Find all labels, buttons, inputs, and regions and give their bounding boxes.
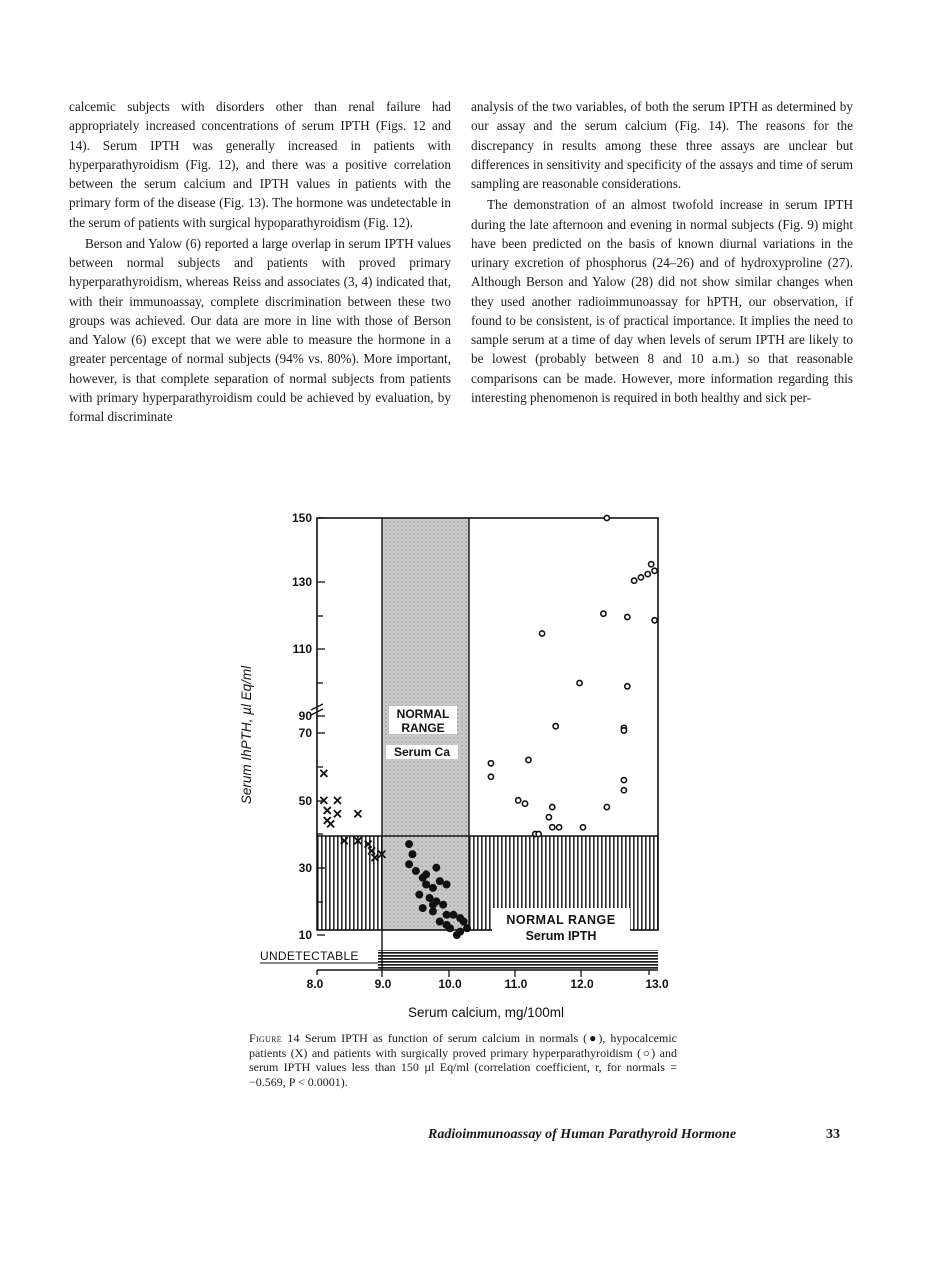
normal-point — [463, 924, 471, 932]
ipth-range-label-line2: Serum IPTH — [525, 929, 597, 943]
hyperparathyroid-point — [539, 631, 544, 636]
x-tick-label: 9.0 — [374, 977, 392, 991]
hyperparathyroid-point — [580, 825, 585, 830]
hyperparathyroid-point — [632, 578, 637, 583]
hyperparathyroid-point — [557, 825, 562, 830]
normal-point — [436, 918, 444, 926]
hyperparathyroid-point — [522, 801, 527, 806]
left-paragraph-2: Berson and Yalow (6) reported a large overlap in serum IPTH values between normal subjects and patients with proved primary hyperparathyroidism, whereas Reiss and associates (3, 4) indicated that, with their immunoassay, complete discrimination between these two groups was achieved. Our data are more in line with those of Berson and Yalow (6) except that we were able to measure the hormone in a greater percentage of normal subjects (94% vs. 80%). More important, however, is that complete separation of normal subjects from patients with primary hyperparathyroidism could be achieved by evaluation, by formal discriminate — [69, 235, 451, 424]
hyperparathyroid-point — [638, 575, 643, 580]
normal-point — [405, 840, 413, 848]
x-axis-label: Serum calcium, mg/100ml — [407, 1005, 565, 1020]
hyperparathyroid-point — [625, 684, 630, 689]
hypocalcemic-point — [327, 820, 334, 827]
figure-14 — [225, 505, 695, 1030]
normal-point — [405, 860, 413, 868]
y-tick-label: 90 — [298, 709, 312, 723]
hyperparathyroid-point — [577, 680, 582, 685]
caption-lead: Figure 14 — [249, 1031, 300, 1045]
hyperparathyroid-point — [550, 804, 555, 809]
normal-point — [415, 891, 423, 899]
running-title: Radioimmunoassay of Human Parathyroid Hormone — [428, 1127, 737, 1142]
x-tick-label: 8.0 — [306, 977, 324, 991]
normal-point — [429, 884, 437, 892]
y-tick-label: 150 — [291, 511, 312, 525]
right-paragraph-1: analysis of the two variables, of both the serum IPTH as determined by our assay and the serum calcium (Fig. 14). The reasons for the discrepancy in results among these three assays are unclear but differences in sensitivity and specificity of the assays and time of serum sampling are reasonable considerations. — [471, 99, 853, 191]
normal-point — [453, 931, 461, 939]
normal-point — [408, 850, 416, 858]
hyperparathyroid-point — [652, 568, 657, 573]
calcium-range-label-line1: NORMAL — [396, 707, 450, 721]
hyperparathyroid-point — [604, 515, 609, 520]
normal-point — [422, 870, 430, 878]
hyperparathyroid-point — [645, 572, 650, 577]
y-tick-label: 30 — [298, 861, 312, 875]
normal-point — [449, 911, 457, 919]
hyperparathyroid-point — [621, 788, 626, 793]
hypocalcemic-point — [320, 797, 327, 804]
figure-caption — [249, 1031, 677, 1089]
normal-point — [432, 864, 440, 872]
hyperparathyroid-point — [621, 778, 626, 783]
scatter-chart — [225, 505, 695, 1030]
x-tick-label: 11.0 — [504, 977, 528, 991]
hypocalcemic-point — [320, 770, 327, 777]
y-tick-label: 50 — [298, 794, 312, 808]
x-tick-label: 13.0 — [645, 977, 669, 991]
x-tick-label: 12.0 — [570, 977, 594, 991]
normal-point — [429, 901, 437, 909]
hypocalcemic-point — [334, 810, 341, 817]
normal-point — [439, 901, 447, 909]
hyperparathyroid-point — [601, 611, 606, 616]
calcium-range-label-line3: Serum Ca — [393, 745, 451, 759]
hyperparathyroid-point — [604, 804, 609, 809]
hypocalcemic-point — [324, 807, 331, 814]
hypocalcemic-point — [334, 797, 341, 804]
ipth-range-label-line1: NORMAL RANGE — [506, 913, 616, 927]
undetectable-band — [378, 950, 658, 970]
normal-point — [422, 881, 430, 889]
normal-point — [412, 867, 420, 875]
y-tick-label: 10 — [298, 928, 312, 942]
hyperparathyroid-point — [652, 618, 657, 623]
hyperparathyroid-point — [488, 774, 493, 779]
calcium-range-label-line2: RANGE — [401, 721, 445, 735]
normal-point — [419, 904, 427, 912]
hyperparathyroid-point — [550, 825, 555, 830]
left-paragraph-1: calcemic subjects with disorders other than renal failure had appropriately increased concentrations of serum IPTH (Figs. 12 and 14). Serum IPTH was generally increased in patients with hyperparathyroidism (Fig. 12), and there was a positive correlation between the serum calcium and IPTH values in patients with the primary form of the disease (Fig. 13). The hormone was undetectable in the serum of patients with surgical hypoparathyroidism (Fig. 12). — [69, 99, 451, 230]
normal-point — [446, 924, 454, 932]
page-number: 33 — [826, 1127, 840, 1142]
hyperparathyroid-point — [625, 614, 630, 619]
x-tick-label: 10.0 — [438, 977, 462, 991]
right-text-column — [471, 97, 853, 407]
hyperparathyroid-point — [546, 815, 551, 820]
hyperparathyroid-point — [516, 798, 521, 803]
x-axis — [307, 970, 669, 991]
normal-point — [436, 877, 444, 885]
ipth-range-label — [492, 908, 630, 943]
left-text-column — [69, 97, 451, 426]
hyperparathyroid-point — [553, 724, 558, 729]
right-paragraph-2: The demonstration of an almost twofold increase in serum IPTH during the late afternoon and evening in normal subjects (Fig. 9) might have been predicted on the basis of known diurnal variations in the urinary excretion of phosphorus (24–26) and of hydroxyproline (27). Although Berson and Yalow (28) did not show similar changes when they used another radioimmunoassay for hPTH, our observation, if found to be consistent, is of practical importance. It implies the need to sample serum at a time of day when levels of serum IPTH are likely to be lowest (probably between 8 and 10 a.m.) so that reasonable comparisons can be made. However, more information regarding this interesting phenomenon is required in both healthy and sick per- — [471, 197, 853, 405]
hyperparathyroid-point — [621, 728, 626, 733]
hyperparathyroid-point — [649, 562, 654, 567]
calcium-range-label — [386, 706, 458, 759]
hyperparathyroid-point — [536, 831, 541, 836]
undetectable-label: UNDETECTABLE — [260, 949, 359, 963]
y-tick-label: 110 — [292, 642, 312, 656]
normal-point — [443, 911, 451, 919]
y-axis-label: Serum IhPTH, µl Eq/ml — [239, 665, 254, 805]
y-tick-label: 70 — [298, 726, 312, 740]
hyperparathyroid-point — [488, 761, 493, 766]
hypocalcemic-point — [354, 810, 361, 817]
y-tick-label: 130 — [291, 575, 312, 589]
caption-text: Serum IPTH as function of serum calcium in normals (●), hypocalcemic patients (X) and patients with surgically proved primary hyperparathyroidism (○) and serum IPTH values less than 150 µl Eq/ml (correlation coefficient, r, for normals = −0.569, P < 0.0001). — [249, 1031, 677, 1089]
hyperparathyroid-point — [526, 757, 531, 762]
normal-point — [443, 881, 451, 889]
